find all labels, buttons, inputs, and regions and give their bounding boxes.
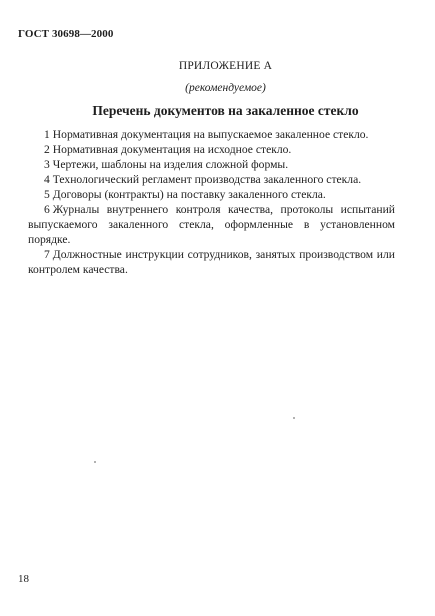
appendix-title: ПРИЛОЖЕНИЕ А (178, 60, 273, 72)
scan-speck (293, 417, 295, 419)
list-item-number: 6 (44, 203, 50, 216)
list-item-number: 7 (44, 248, 50, 261)
list-item-number: 2 (44, 143, 50, 156)
list-item-text: Журналы внутреннего контроля качества, протоколы испытаний выпускаемого закаленного стекла, оформленные в установленном порядке. (28, 203, 395, 246)
list-item (28, 127, 395, 142)
list-item (28, 157, 395, 172)
list-item-text: Нормативная документация на выпускаемое закаленное стекло. (52, 128, 369, 141)
list-item (28, 172, 395, 187)
standard-code: ГОСТ 30698—2000 (18, 28, 114, 40)
appendix-subtitle: (рекомендуемое) (185, 82, 266, 94)
document-heading: Перечень документов на закаленное стекло (92, 103, 359, 118)
list-item-text: Нормативная документация на исходное стекло. (52, 143, 292, 156)
list-item-text: Договоры (контракты) на поставку закаленного стекла. (52, 188, 326, 201)
list-item (28, 247, 395, 277)
page-number: 18 (18, 573, 29, 585)
list-item (28, 202, 395, 247)
list-item-text: Чертежи, шаблоны на изделия сложной формы. (52, 158, 289, 171)
list-item-number: 3 (44, 158, 50, 171)
list-item-number: 4 (44, 173, 50, 186)
list-item (28, 142, 395, 157)
list-item-text: Должностные инструкции сотрудников, занятых производством или контролем качества. (28, 248, 395, 276)
list-item-number: 1 (44, 128, 50, 141)
list-item-number: 5 (44, 188, 50, 201)
document-list (28, 127, 395, 277)
scan-speck (94, 461, 96, 463)
list-item-text: Технологический регламент производства закаленного стекла. (52, 173, 362, 186)
list-item (28, 187, 395, 202)
